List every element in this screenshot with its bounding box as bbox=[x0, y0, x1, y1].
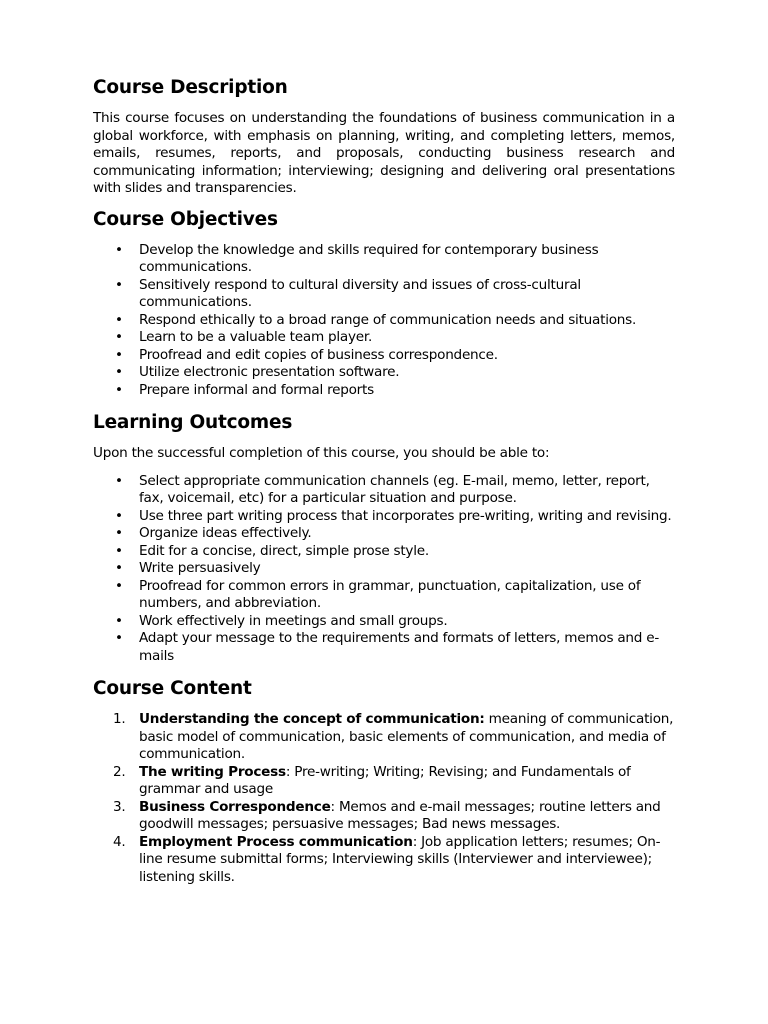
bullet-icon: • bbox=[115, 525, 123, 541]
objectives-list bbox=[93, 242, 675, 400]
bullet-icon: • bbox=[115, 364, 123, 380]
list-item: • Write persuasively bbox=[115, 560, 261, 576]
list-item: • Sensitively respond to cultural diversity and issues of cross-cultural communications. bbox=[115, 276, 581, 310]
course-content-heading: Course Content bbox=[93, 678, 252, 699]
list-item: • Use three part writing process that incorporates pre-writing, writing and revising. bbox=[115, 507, 672, 524]
list-item: • Organize ideas effectively. bbox=[115, 525, 312, 541]
bullet-icon: • bbox=[115, 472, 123, 489]
bullet-icon: • bbox=[115, 346, 123, 363]
list-item bbox=[93, 764, 675, 799]
list-item: • Edit for a concise, direct, simple prose style. bbox=[115, 542, 429, 559]
list-item bbox=[93, 834, 675, 887]
bullet-icon: • bbox=[115, 507, 123, 524]
bullet-icon: • bbox=[115, 612, 123, 629]
course-description-text: This course focuses on understanding the foundations of business communication in a global workforce, with emphasis on planning, writing, and completing letters, memos, emails, resumes, reports, and proposals, conducting business research and communicating information; interviewing; designing and delivering oral presentations with slides and transparencies. bbox=[93, 110, 675, 196]
item-title: Business Correspondence bbox=[139, 798, 331, 815]
list-item: • Proofread and edit copies of business correspondence. bbox=[115, 346, 498, 363]
list-item bbox=[93, 711, 675, 764]
list-item: • Develop the knowledge and skills required for contemporary business communications. bbox=[115, 241, 599, 275]
bullet-icon: • bbox=[115, 241, 123, 258]
item-title: The writing Process bbox=[139, 763, 286, 780]
bullet-icon: • bbox=[115, 577, 123, 594]
outcomes-list bbox=[93, 473, 675, 666]
list-item: • Prepare informal and formal reports bbox=[115, 381, 374, 398]
document-page bbox=[93, 72, 675, 886]
item-text: meaning of communication, basic model of communication, basic elements of communication, and media of communication. bbox=[139, 711, 674, 762]
item-number: 2. bbox=[113, 763, 126, 780]
item-text: : Job application letters; resumes; On-line resume submittal forms; Interviewing skills (Interviewer and interviewee); listening skills. bbox=[139, 833, 661, 885]
item-number: 3. bbox=[113, 798, 126, 815]
list-item: • Learn to be a valuable team player. bbox=[115, 329, 373, 345]
item-number: 4. bbox=[113, 833, 126, 850]
bullet-icon: • bbox=[115, 329, 123, 345]
course-description-heading: Course Description bbox=[93, 77, 288, 98]
bullet-icon: • bbox=[115, 542, 123, 559]
course-objectives-heading: Course Objectives bbox=[93, 208, 278, 230]
list-item: • Utilize electronic presentation software. bbox=[115, 364, 400, 380]
learning-outcomes-intro: Upon the successful completion of this course, you should be able to: bbox=[93, 445, 550, 461]
list-item bbox=[93, 799, 675, 834]
item-text: : Pre-writing; Writing; Revising; and Fundamentals of grammar and usage bbox=[139, 763, 631, 797]
bullet-icon: • bbox=[115, 560, 123, 576]
item-text: : Memos and e-mail messages; routine letters and goodwill messages; persuasive messages; Bad news messages. bbox=[139, 798, 661, 832]
bullet-icon: • bbox=[115, 630, 123, 646]
list-item: • Proofread for common errors in grammar, punctuation, capitalization, use of numbers, and abbreviation. bbox=[115, 577, 641, 611]
learning-outcomes-heading: Learning Outcomes bbox=[93, 412, 293, 433]
list-item: • Work effectively in meetings and small groups. bbox=[115, 612, 448, 629]
bullet-icon: • bbox=[115, 311, 123, 328]
bullet-icon: • bbox=[115, 276, 123, 293]
content-list bbox=[93, 711, 675, 886]
item-title: Understanding the concept of communication: bbox=[139, 711, 485, 727]
item-title: Employment Process communication bbox=[139, 833, 413, 850]
bullet-icon: • bbox=[115, 381, 123, 398]
item-number: 1. bbox=[113, 711, 126, 727]
list-item: • Respond ethically to a broad range of communication needs and situations. bbox=[115, 311, 637, 328]
list-item: • Select appropriate communication channels (eg. E-mail, memo, letter, report, fax, voicemail, etc) for a particular situation and purpose. bbox=[115, 472, 650, 506]
list-item: • Adapt your message to the requirements and formats of letters, memos and e-mails bbox=[115, 630, 660, 664]
